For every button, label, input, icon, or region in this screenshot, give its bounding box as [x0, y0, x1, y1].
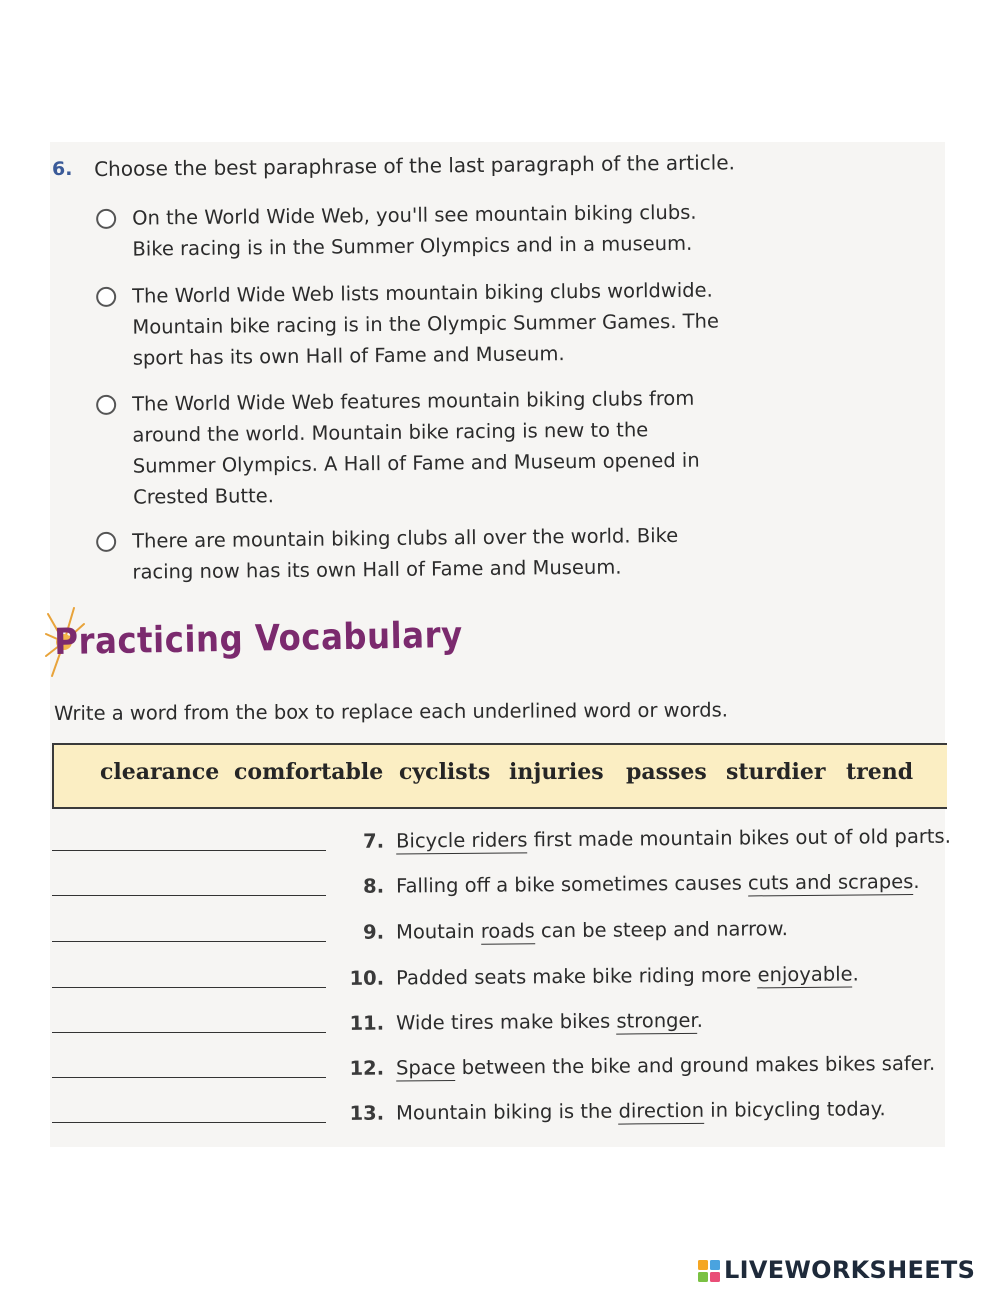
question-number: 6. [52, 158, 73, 180]
item-number: 11. [349, 1011, 385, 1035]
liveworksheets-logo-icon [698, 1260, 720, 1282]
answer-input-10[interactable] [52, 959, 326, 988]
item-number: 9. [363, 920, 385, 944]
section-title: Practicing Vocabulary [54, 614, 463, 663]
underlined-text: cuts and scrapes [747, 869, 914, 895]
answer-input-11[interactable] [52, 1004, 326, 1033]
item-number: 13. [349, 1101, 385, 1125]
answer-option-4[interactable] [96, 519, 747, 588]
option-text: On the World Wide Web, you'll see mountain biking clubs. Bike racing is in the Summer Olympics and in a museum. [132, 200, 697, 261]
item-number: 10. [349, 966, 385, 990]
answer-input-9[interactable] [52, 913, 326, 942]
answer-option-2[interactable] [96, 274, 747, 374]
underlined-text: Bicycle riders [395, 828, 528, 853]
underlined-text: roads [480, 919, 535, 943]
answer-option-1[interactable] [96, 196, 747, 265]
answer-input-13[interactable] [52, 1094, 326, 1123]
answer-option-3[interactable] [96, 382, 747, 513]
option-text: There are mountain biking clubs all over the world. Bike racing now has its own Hall of Fame and Museum. [132, 523, 679, 584]
radio-button[interactable] [96, 532, 116, 552]
sentence-13 [340, 1097, 886, 1125]
word-trend: trend [846, 759, 914, 785]
radio-button[interactable] [96, 287, 116, 307]
sentence-8 [340, 870, 920, 898]
sentence-text: first made mountain bikes out of old parts. [527, 824, 951, 852]
item-number: 7. [363, 829, 385, 853]
word-comfortable: comfortable [234, 759, 384, 785]
word-clearance: clearance [100, 759, 220, 785]
radio-button[interactable] [96, 209, 116, 229]
sentence-text: . [696, 1008, 704, 1032]
sentence-text: Moutain [395, 919, 481, 944]
sentence-text: can be steep and narrow. [534, 917, 789, 943]
instructions: Write a word from the box to replace each underlined word or words. [54, 698, 728, 725]
item-number: 8. [363, 874, 385, 898]
sentence-text: . [913, 869, 920, 893]
answer-input-12[interactable] [52, 1049, 326, 1078]
word-cyclists: cyclists [399, 759, 491, 785]
sentence-text: Mountain biking is the [395, 1099, 619, 1125]
option-text: The World Wide Web features mountain biking clubs from around the world. Mountain bike racing is new to the Summer Olympics. A Hall of Fame and Museum opened in Crested Butte. [132, 386, 700, 509]
underlined-text: enjoyable [757, 962, 853, 987]
word-injuries: injuries [509, 759, 604, 785]
option-text: The World Wide Web lists mountain biking clubs worldwide. Mountain bike racing is in the Olympic Summer Games. The sport has its own Hall of Fame and Museum. [132, 278, 720, 370]
sentence-11 [340, 1009, 703, 1035]
answer-input-7[interactable] [52, 822, 326, 851]
radio-button[interactable] [96, 395, 116, 415]
sentence-text: between the bike and ground makes bikes safer. [455, 1051, 936, 1079]
item-number: 12. [349, 1056, 385, 1080]
question-text: Choose the best paraphrase of the last paragraph of the article. [94, 150, 736, 181]
sentence-10 [340, 962, 859, 990]
underlined-text: stronger [616, 1008, 697, 1033]
sentence-text: Falling off a bike sometimes causes [395, 871, 749, 898]
sentence-text: Padded seats make bike riding more [395, 963, 758, 990]
answer-input-8[interactable] [52, 867, 326, 896]
sentence-text: in bicycling today. [703, 1097, 886, 1122]
underlined-text: Space [395, 1055, 456, 1080]
sentence-text: . [852, 962, 859, 986]
sentence-9 [340, 917, 788, 944]
underlined-text: direction [618, 1098, 705, 1123]
word-box [52, 743, 947, 809]
word-sturdier: sturdier [726, 759, 826, 785]
sentence-text: Wide tires make bikes [395, 1009, 617, 1035]
word-passes: passes [626, 759, 707, 785]
brand-name: LIVEWORKSHEETS [724, 1256, 976, 1284]
